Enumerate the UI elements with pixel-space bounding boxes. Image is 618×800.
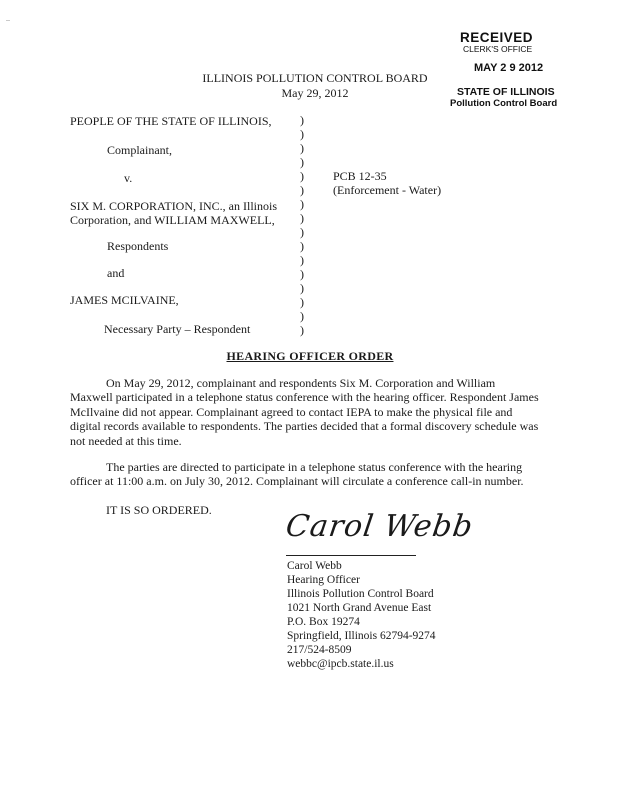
- stamp-state: STATE OF ILLINOIS: [457, 86, 555, 98]
- necessary-party-label: Necessary Party – Respondent: [104, 322, 251, 336]
- board-name: ILLINOIS POLLUTION CONTROL BOARD: [202, 71, 428, 85]
- signer-city: Springfield, Illinois 62794-9274: [287, 630, 436, 642]
- paren-mark: ): [300, 239, 304, 253]
- paren-mark: ): [300, 169, 304, 183]
- paren-mark: ): [300, 211, 304, 225]
- signer-name: Carol Webb: [287, 560, 342, 572]
- order-paragraph-1: On May 29, 2012, complainant and respondents Six M. Corporation and William Maxwell participated in a telephone status conference with the hearing officer. Respondent James McIlvaine did not appear. Complainant agreed to contact IEPA to make the physical file and digital records available to respondents. The parties decided that a formal discovery schedule was not needed at this time.: [70, 376, 539, 448]
- stamp-board: Pollution Control Board: [450, 98, 558, 109]
- stamp-received: RECEIVED: [460, 30, 534, 45]
- defendant-line-2: Corporation, and WILLIAM MAXWELL,: [70, 213, 275, 227]
- signer-title: Hearing Officer: [287, 574, 360, 586]
- signer-email: webbc@ipcb.state.il.us: [287, 658, 394, 670]
- paren-mark: ): [300, 281, 304, 295]
- paren-mark: ): [300, 309, 304, 323]
- paren-mark: ): [300, 141, 304, 155]
- versus-label: v.: [124, 171, 133, 185]
- order-paragraph-2: The parties are directed to participate in a telephone status conference with the hearing officer at 11:00 a.m. on July 30, 2012. Complainant will circulate a conference call-in number.: [70, 460, 524, 489]
- signer-address-1: 1021 North Grand Avenue East: [287, 602, 432, 614]
- so-ordered: IT IS SO ORDERED.: [106, 503, 212, 517]
- corner-tick-mark: ..: [6, 14, 10, 23]
- respondents-label: Respondents: [107, 239, 169, 253]
- paren-mark: ): [300, 113, 304, 127]
- case-number: PCB 12-35: [333, 169, 387, 183]
- paren-mark: ): [300, 267, 304, 281]
- plaintiff-name: PEOPLE OF THE STATE OF ILLINOIS,: [70, 114, 272, 128]
- order-title: HEARING OFFICER ORDER: [226, 349, 394, 363]
- paren-mark: ): [300, 155, 304, 169]
- signature-line: [286, 555, 416, 556]
- paren-mark: ): [300, 183, 304, 197]
- complainant-label: Complainant,: [107, 143, 172, 157]
- defendant-line-1: SIX M. CORPORATION, INC., an Illinois: [70, 199, 278, 213]
- order-date: May 29, 2012: [281, 86, 349, 100]
- paren-mark: ): [300, 127, 304, 141]
- party-name: JAMES MCILVAINE,: [70, 293, 179, 307]
- paren-mark: ): [300, 295, 304, 309]
- signer-phone: 217/524-8509: [287, 644, 352, 656]
- handwritten-signature: Carol Webb: [283, 509, 476, 544]
- and-label: and: [107, 266, 125, 280]
- paren-mark: ): [300, 323, 304, 337]
- case-type: (Enforcement - Water): [333, 183, 442, 197]
- paren-mark: ): [300, 197, 304, 211]
- paren-mark: ): [300, 225, 304, 239]
- stamp-clerks-office: CLERK'S OFFICE: [463, 44, 533, 54]
- signer-organization: Illinois Pollution Control Board: [287, 588, 434, 600]
- stamp-date: MAY 2 9 2012: [474, 62, 544, 74]
- paren-mark: ): [300, 253, 304, 267]
- signer-address-2: P.O. Box 19274: [287, 616, 360, 628]
